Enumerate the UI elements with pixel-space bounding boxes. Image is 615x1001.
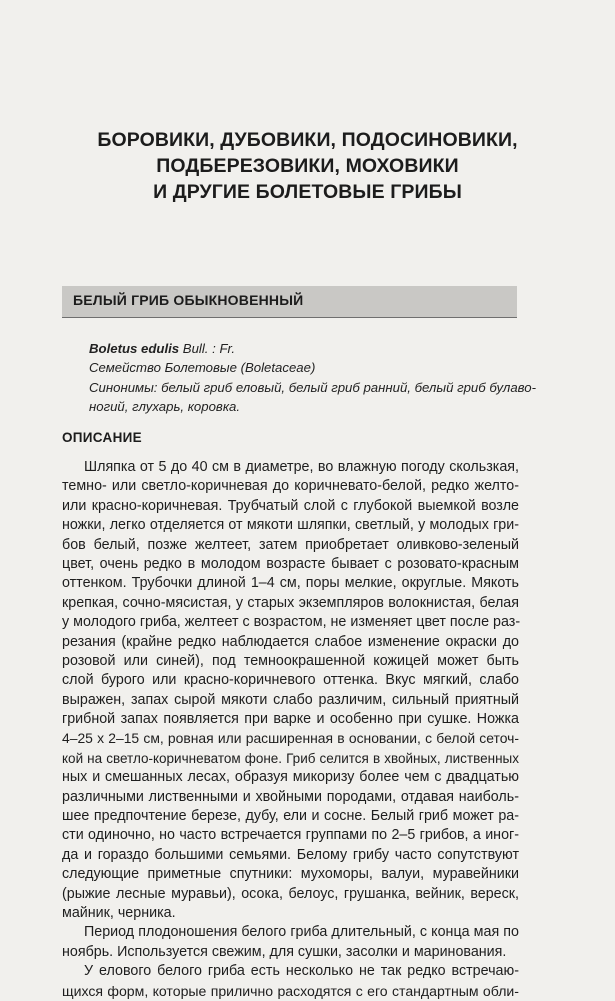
body-text-line: розовой или синей), под темноокрашенной кожицей может быть bbox=[62, 652, 519, 669]
body-text-line: темно- или светло-коричневая до коричневато-белой, редко желто- bbox=[62, 478, 519, 495]
body-text-line: или красно-коричневая. Трубчатый слой с глубокой выемкой возле bbox=[62, 497, 519, 514]
species-synonyms-line: Синонимы: белый гриб еловый, белый гриб ранний, белый гриб булаво- bbox=[89, 379, 536, 395]
body-text-line: различными лиственными и хвойными породами, отдавая наиболь- bbox=[62, 788, 519, 805]
body-text-line: да и гораздо большими семьями. Белому грибу часто сопутствуют bbox=[62, 846, 519, 863]
species-synonyms-line: ногий, глухарь, коровка. bbox=[89, 398, 241, 414]
chapter-title-line: ПОДБЕРЕЗОВИКИ, МОХОВИКИ bbox=[156, 155, 459, 177]
body-text-line: у молодого гриба, желтеет с возрастом, не изменяет цвет после раз- bbox=[62, 614, 521, 631]
chapter-title-line: БОРОВИКИ, ДУБОВИКИ, ПОДОСИНОВИКИ, bbox=[97, 129, 518, 151]
body-text-line: сти одиночно, но часто встречается группами по 2–5 грибов, а иног- bbox=[62, 827, 519, 844]
body-text-line: ноябрь. Используется свежим, для сушки, засолки и маринования. bbox=[62, 943, 507, 960]
body-text-line: ножки, легко отделяется от мякоти шляпки, светлый, у молодых гри- bbox=[62, 517, 519, 534]
body-text-line: следующие приметные спутники: мухоморы, валуи, муравейники bbox=[62, 866, 519, 883]
species-family: Семейство Болетовые (Boletaceae) bbox=[89, 360, 316, 376]
chapter-title-line: И ДРУГИЕ БОЛЕТОВЫЕ ГРИБЫ bbox=[153, 181, 462, 203]
body-text-line: шее предпочтение березе, дубу, ели и сосне. Белый гриб может ра- bbox=[62, 808, 519, 825]
species-info bbox=[89, 339, 536, 416]
body-text-line: бов белый, позже желтеет, затем приобретает оливково-зеленый bbox=[62, 536, 519, 553]
species-author: Bull. : Fr. bbox=[179, 341, 236, 356]
body-text-line: ных и смешанных лесах, образуя микоризу более чем с двадцатью bbox=[62, 769, 519, 786]
body-text-line: 4–25 x 2–15 см, ровная или расширенная в основании, с белой сеточ- bbox=[62, 730, 519, 747]
body-text-line: крепкая, сочно-мясистая, у старых экземпляров волокнистая, белая bbox=[62, 594, 519, 611]
body-text-line: Период плодоношения белого гриба длительный, с конца мая по bbox=[84, 924, 519, 941]
body-text-line: оттенком. Трубочки длиной 1–4 см, поры мелкие, округлые. Мякоть bbox=[62, 575, 519, 592]
chapter-title bbox=[60, 127, 555, 205]
body-text-line: У елового белого гриба есть несколько не так редко встречаю- bbox=[84, 963, 519, 980]
body-text-line: выражен, запах сырой мякоти слабо различим, сильный приятный bbox=[62, 691, 519, 708]
body-text-line: майник, черника. bbox=[62, 904, 176, 921]
body-text-line: кой на светло-коричневатом фоне. Гриб селится в хвойных, лиственных bbox=[62, 750, 519, 766]
description-body bbox=[62, 458, 519, 1001]
body-text-line: Шляпка от 5 до 40 см в диаметре, во влажную погоду скользкая, bbox=[84, 459, 519, 475]
section-title: БЕЛЫЙ ГРИБ ОБЫКНОВЕННЫЙ bbox=[73, 292, 304, 308]
section-header bbox=[62, 286, 517, 318]
latin-name: Boletus edulis bbox=[89, 341, 180, 356]
species-name-line bbox=[89, 339, 519, 358]
body-text-line: грибной запах появляется при варке и особенно при сушке. Ножка bbox=[62, 711, 519, 728]
body-text-line: щихся форм, которые прилично расходятся с его стандартным обли- bbox=[62, 982, 519, 999]
body-text-line: цвет, очень редко в молодом возрасте бывает с розовато-красным bbox=[62, 555, 519, 572]
description-heading: ОПИСАНИЕ bbox=[62, 430, 142, 445]
body-text-line: (рыжие лесные муравьи), осока, белоус, грушанка, вейник, вереск, bbox=[62, 885, 519, 902]
body-text-line: резания (крайне редко наблюдается слабое изменение окраски до bbox=[62, 633, 519, 650]
body-text-line: слой бурого или красно-коричневого оттенка. Вкус мягкий, слабо bbox=[62, 672, 519, 689]
